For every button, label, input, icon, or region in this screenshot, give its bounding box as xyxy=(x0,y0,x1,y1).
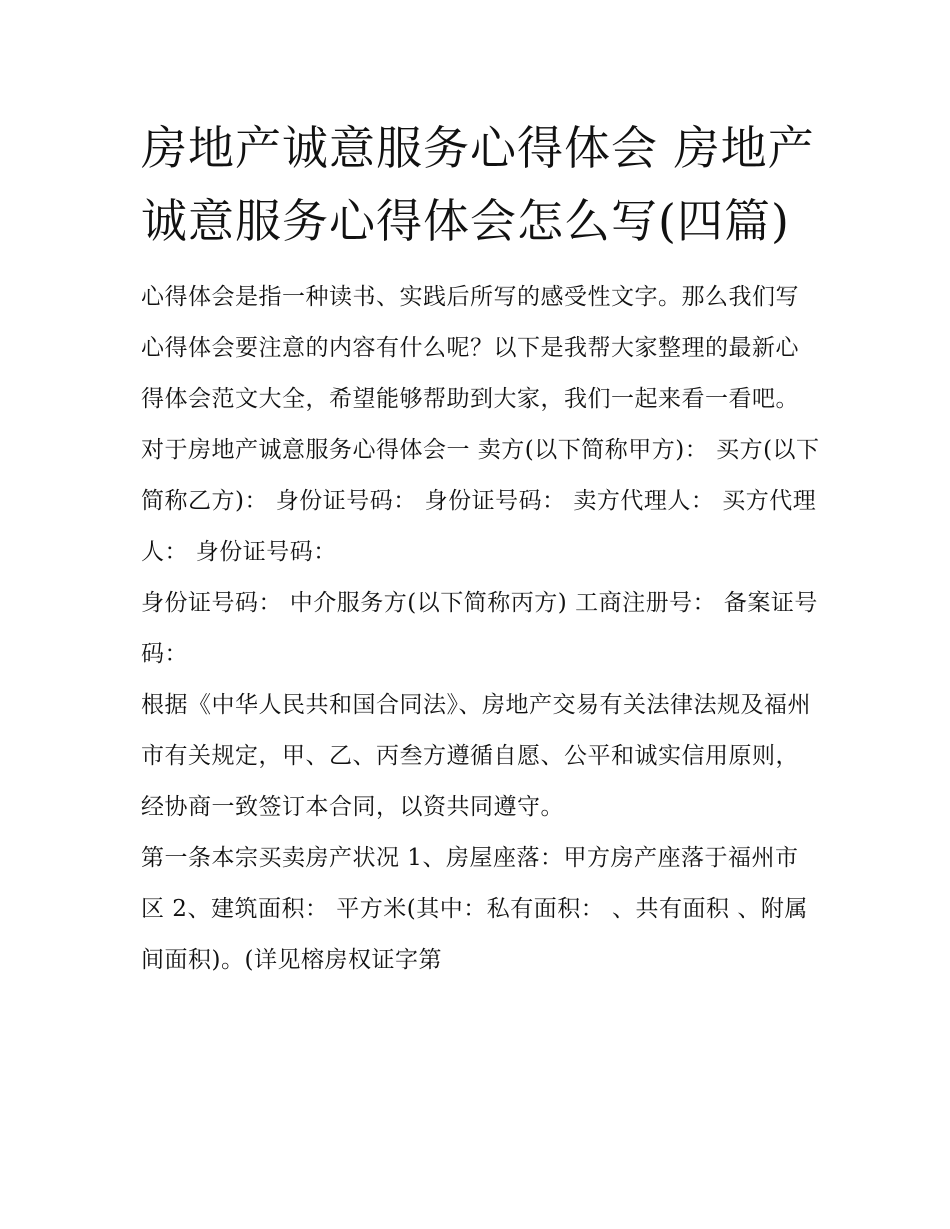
paragraph-article-one: 第一条本宗买卖房产状况 1、房屋座落：甲方房产座落于福州市区 2、建筑面积： 平方米(其中：私有面积： 、共有面积 、附属间面积)。(详见榕房权证字第 xyxy=(141,845,808,973)
paragraph-legal-basis: 根据《中华人民共和国合同法》、房地产交易有关法律法规及福州市有关规定，甲、乙、丙叁方遵循自愿、公平和诚实信用原则，经协商一致签订本合同，以资共同遵守。 xyxy=(141,692,811,820)
paragraph-agency: 身份证号码： 中介服务方(以下简称丙方) 工商注册号： 备案证号码： xyxy=(141,590,818,667)
document-title: 房地产诚意服务心得体会 房地产诚意服务心得体会怎么写(四篇) xyxy=(141,121,815,248)
document-page xyxy=(141,112,821,986)
paragraph-intro: 心得体会是指一种读书、实践后所写的感受性文字。那么我们写心得体会要注意的内容有什么呢？以下是我帮大家整理的最新心得体会范文大全，希望能够帮助到大家，我们一起来看一看吧。 xyxy=(141,284,799,412)
paragraph-parties: 对于房地产诚意服务心得体会一 卖方(以下简称甲方)： 买方(以下简称乙方)： 身份证号码： 身份证号码： 卖方代理人： 买方代理人： 身份证号码： xyxy=(141,437,820,565)
